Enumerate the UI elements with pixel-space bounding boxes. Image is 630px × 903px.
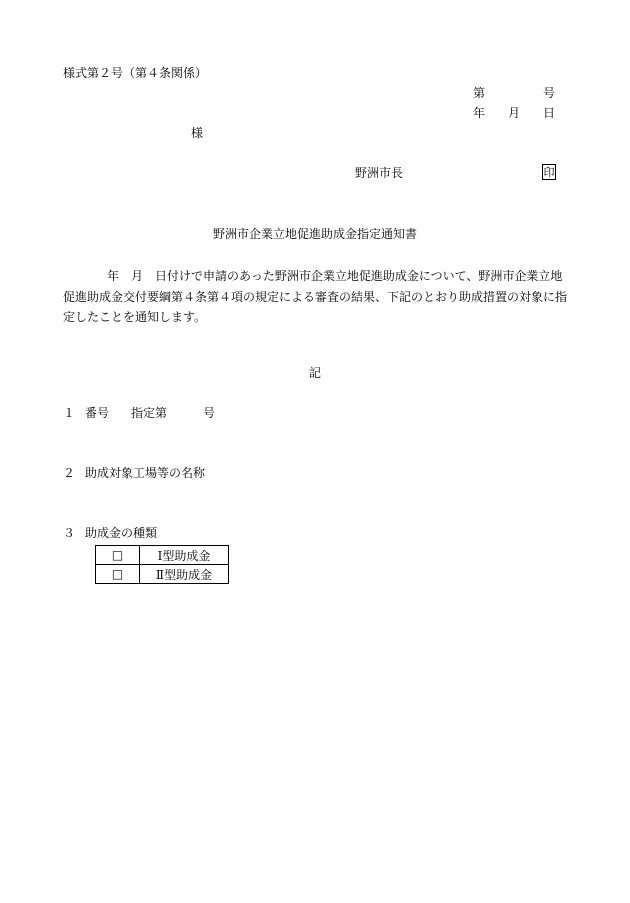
subsidy-type-table — [95, 545, 229, 584]
number-suffix: 号 — [543, 86, 556, 100]
number-prefix: 第 — [473, 86, 486, 100]
subsidy-type-1-label: Ⅰ型助成金 — [140, 546, 229, 565]
subsidy-type-2-label: Ⅱ型助成金 — [140, 565, 229, 584]
form-label: 様式第２号（第４条関係） — [63, 66, 208, 80]
ki-heading: 記 — [308, 366, 321, 380]
addressee-suffix: 様 — [191, 126, 204, 140]
checkbox-type-2[interactable]: □ — [96, 565, 140, 584]
item-1-number: １ — [63, 406, 76, 420]
seal-mark: 印 — [543, 166, 555, 179]
subsidy-type-row — [96, 565, 229, 584]
body-sentence: 申請のあった野洲市企業立地促進助成金について、野洲市企業立地促進助成金交付要綱第４条第４項の規定による審査の結果、下記のとおり助成措置の対象に指定したことを通知します。 — [63, 269, 568, 324]
item-1 — [63, 406, 215, 420]
item-3 — [63, 526, 157, 540]
issuer-name: 野洲市長 — [355, 166, 404, 180]
item-3-label: 助成金の種類 — [85, 526, 158, 540]
notice-body — [63, 266, 569, 328]
item-1-value-suffix: 号 — [203, 406, 216, 420]
item-3-number: ３ — [63, 526, 76, 540]
checkbox-type-1[interactable]: □ — [96, 546, 140, 565]
document-title: 野洲市企業立地促進助成金指定通知書 — [212, 227, 417, 241]
item-1-value-prefix: 指定第 — [131, 406, 168, 420]
item-2 — [63, 466, 205, 480]
item-2-number: ２ — [63, 466, 76, 480]
body-date-part: 年 月 日付けで — [107, 269, 204, 283]
subsidy-type-row — [96, 546, 229, 565]
date-day: 日 — [543, 106, 556, 120]
item-2-label: 助成対象工場等の名称 — [85, 466, 206, 480]
date-month: 月 — [508, 106, 521, 120]
item-1-label: 番号 — [85, 406, 110, 420]
date-year: 年 — [473, 106, 486, 120]
